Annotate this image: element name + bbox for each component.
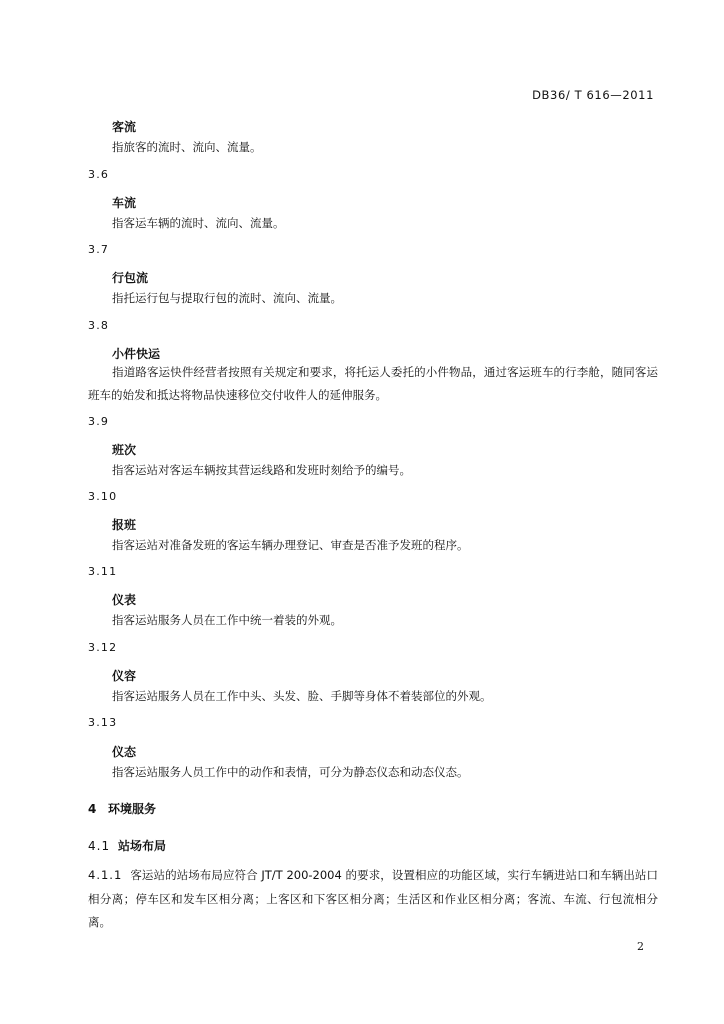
section-number: 3.7 (88, 243, 110, 256)
term-definition: 指客运站服务人员工作中的动作和表情，可分为静态仪态和动态仪态。 (112, 765, 469, 779)
term-title: 小件快运 (112, 347, 161, 361)
term-definition: 指道路客运快件经营者按照有关规定和要求，将托运人委托的小件物品，通过客运班车的行李舱，随同客运班车的始发和抵达将物品快速移位交付收件人的延伸服务。 (88, 365, 658, 402)
term-definition: 指旅客的流时、流向、流量。 (112, 140, 262, 154)
term-definition: 指客运站服务人员在工作中统一着装的外观。 (112, 613, 342, 627)
term-definition: 指托运行包与提取行包的流时、流向、流量。 (112, 291, 342, 305)
section-number: 3.8 (88, 319, 110, 332)
section-number: 3.9 (88, 415, 110, 428)
section-number: 3.6 (88, 168, 110, 181)
term-title: 客流 (112, 120, 137, 134)
term-definition: 指客运站服务人员在工作中头、头发、脸、手脚等身体不着装部位的外观。 (112, 689, 492, 703)
term-title: 仪容 (112, 669, 137, 683)
clause-paragraph: 4.1.1 客运站的站场布局应符合 JT/T 200-2004 的要求，设置相应的功能区域，实行车辆进站口和车辆出站口相分离；停车区和发车区相分离；上客区和下客区相分离；生活区和作业区相分离；客流、车流、行包流相分离。 (88, 868, 658, 929)
section-heading: 4 环境服务 (88, 802, 157, 816)
term-title: 仪表 (112, 593, 137, 607)
term-definition: 指客运车辆的流时、流向、流量。 (112, 216, 285, 230)
section-number: 3.10 (88, 490, 118, 503)
term-title: 仪态 (112, 745, 137, 759)
section-number: 3.13 (88, 716, 118, 729)
page-number: 2 (637, 940, 644, 953)
section-number: 3.12 (88, 641, 118, 654)
term-title: 报班 (112, 518, 137, 532)
document-code: DB36/ T 616—2011 (532, 88, 654, 102)
term-title: 车流 (112, 196, 137, 210)
term-title: 行包流 (112, 271, 149, 285)
section-number: 3.11 (88, 565, 118, 578)
term-definition: 指客运站对准备发班的客运车辆办理登记、审查是否准予发班的程序。 (112, 538, 469, 552)
subsection-heading: 4.1 站场布局 (88, 839, 167, 853)
term-title: 班次 (112, 443, 137, 457)
term-definition: 指客运站对客运车辆按其营运线路和发班时刻给予的编号。 (112, 463, 411, 477)
